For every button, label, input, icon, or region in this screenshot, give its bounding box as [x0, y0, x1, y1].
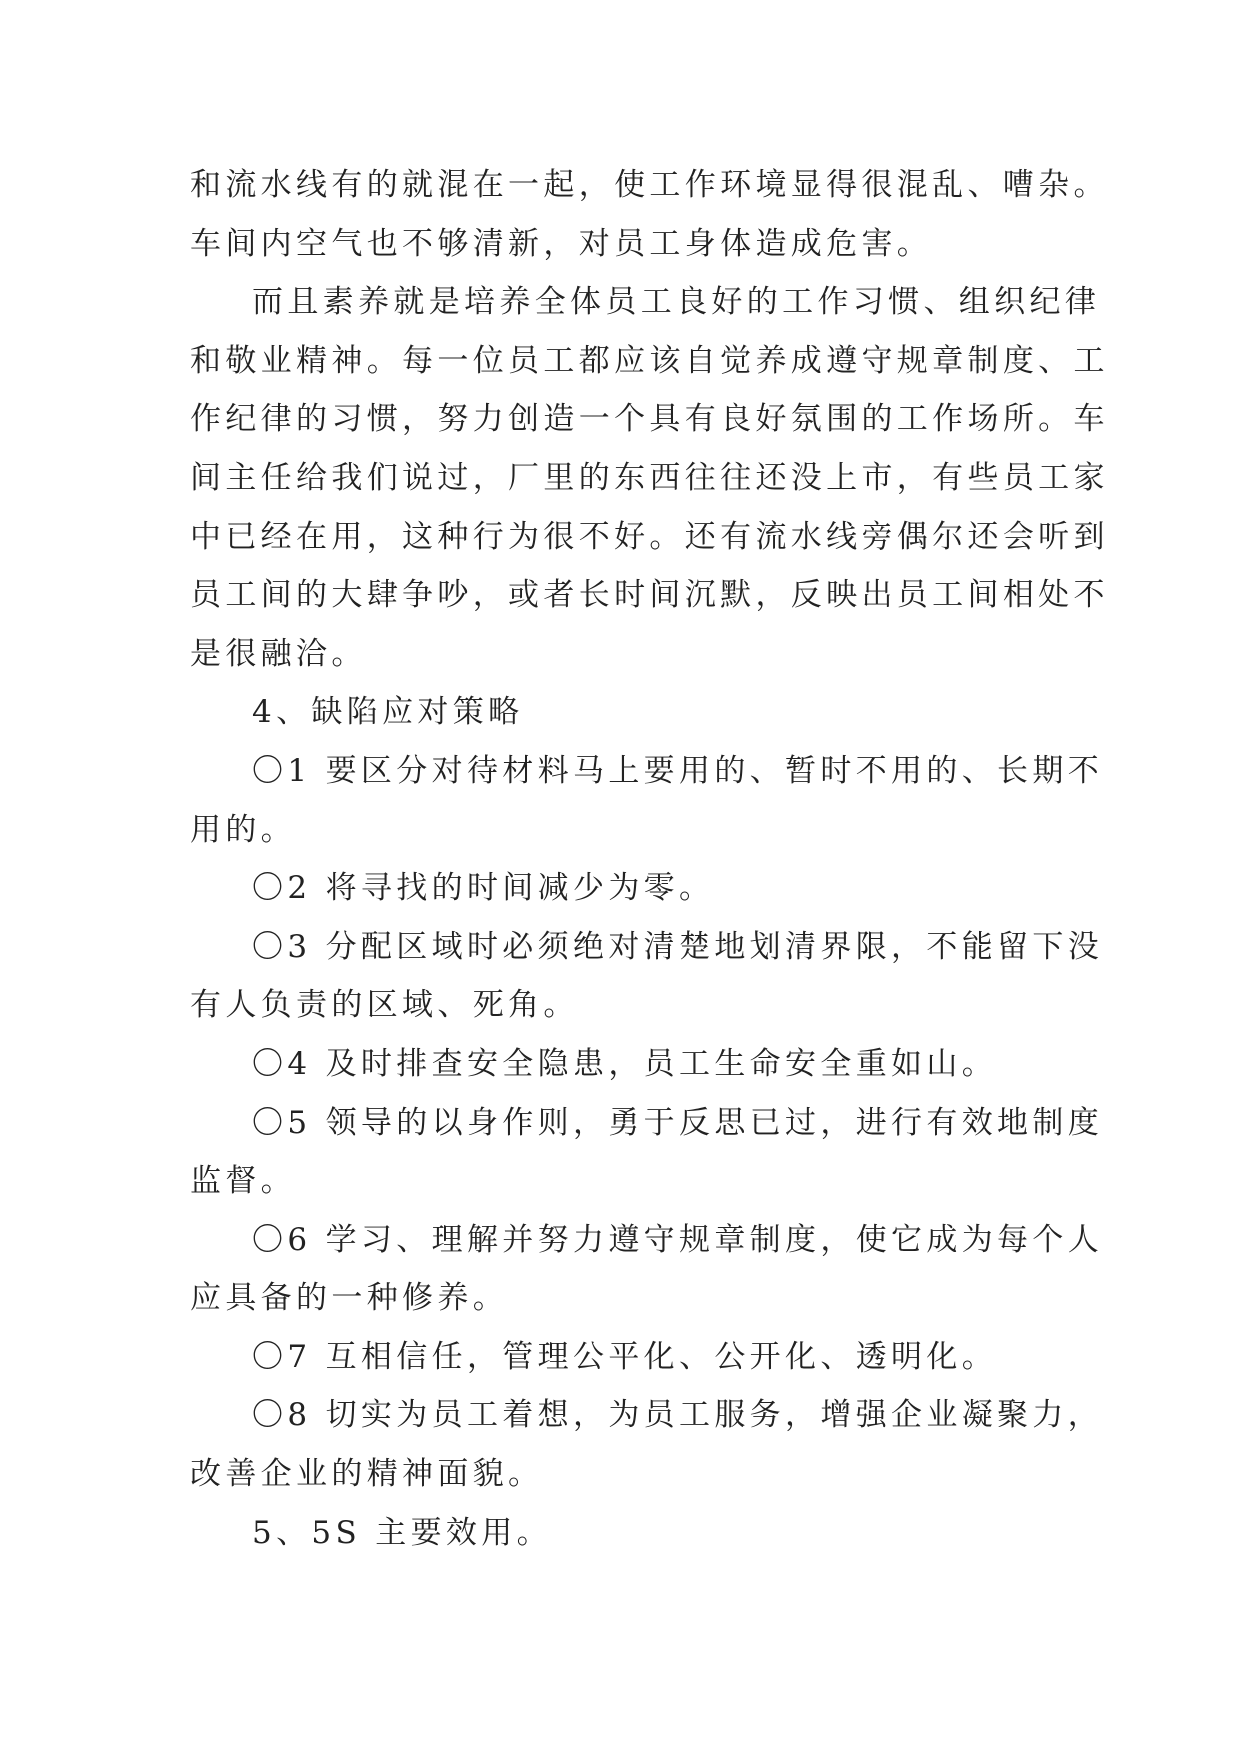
strategy-item-7 — [190, 1328, 1060, 1387]
strategy-item-3 — [190, 918, 1104, 1035]
text-line: 是很融洽。 — [190, 635, 367, 672]
text-line: 间主任给我们说过，厂里的东西往往还没上市，有些员工家 — [190, 459, 1109, 496]
text-line: 而且素养就是培养全体员工良好的工作习惯、组织纪律 — [252, 284, 1101, 321]
strategy-item-2 — [190, 859, 1060, 918]
text-line: 〇6 学习、理解并努力遵守规章制度，使它成为每个人 — [252, 1221, 1104, 1258]
section-heading-5 — [190, 1504, 1060, 1563]
text-line: 改善企业的精神面貌。 — [190, 1456, 544, 1493]
strategy-item-1 — [190, 742, 1104, 859]
text-line: 4、缺陷应对策略 — [252, 694, 524, 731]
strategy-item-5 — [190, 1094, 1104, 1211]
text-line: 员工间的大肆争吵，或者长时间沉默，反映出员工间相处不 — [190, 577, 1109, 614]
text-line: 〇4 及时排查安全隐患，员工生命安全重如山。 — [252, 1045, 998, 1082]
text-line: 用的。 — [190, 811, 297, 848]
document-body — [190, 156, 1109, 1562]
section-heading-4 — [190, 683, 1060, 742]
text-line: 〇1 要区分对待材料马上要用的、暂时不用的、长期不 — [252, 752, 1104, 789]
text-line: 作纪律的习惯，努力创造一个具有良好氛围的工作场所。车 — [190, 401, 1109, 438]
text-line: 5、5S 主要效用。 — [252, 1514, 552, 1551]
text-line: 车间内空气也不够清新，对员工身体造成危害。 — [190, 225, 933, 262]
strategy-item-8 — [190, 1386, 1104, 1503]
text-line: 和流水线有的就混在一起，使工作环境显得很混乱、嘈杂。 — [190, 167, 1109, 203]
strategy-item-4 — [190, 1035, 1060, 1094]
text-line: 应具备的一种修养。 — [190, 1280, 509, 1317]
text-line: 〇2 将寻找的时间减少为零。 — [252, 870, 715, 907]
strategy-item-6 — [190, 1211, 1104, 1328]
text-line: 中已经在用，这种行为很不好。还有流水线旁偶尔还会听到 — [190, 518, 1109, 555]
text-line: 〇3 分配区域时必须绝对清楚地划清界限，不能留下没 — [252, 928, 1104, 965]
text-line: 有人负责的区域、死角。 — [190, 987, 579, 1024]
text-line: 监督。 — [190, 1163, 297, 1200]
text-line: 〇5 领导的以身作则，勇于反思已过，进行有效地制度 — [252, 1104, 1104, 1141]
text-line: 和敬业精神。每一位员工都应该自觉养成遵守规章制度、工 — [190, 342, 1109, 379]
text-line: 〇7 互相信任，管理公平化、公开化、透明化。 — [252, 1338, 998, 1375]
text-line: 〇8 切实为员工着想，为员工服务，增强企业凝聚力， — [252, 1397, 1104, 1434]
paragraph-discipline — [190, 273, 1109, 683]
paragraph-workshop-environment — [190, 156, 1109, 273]
